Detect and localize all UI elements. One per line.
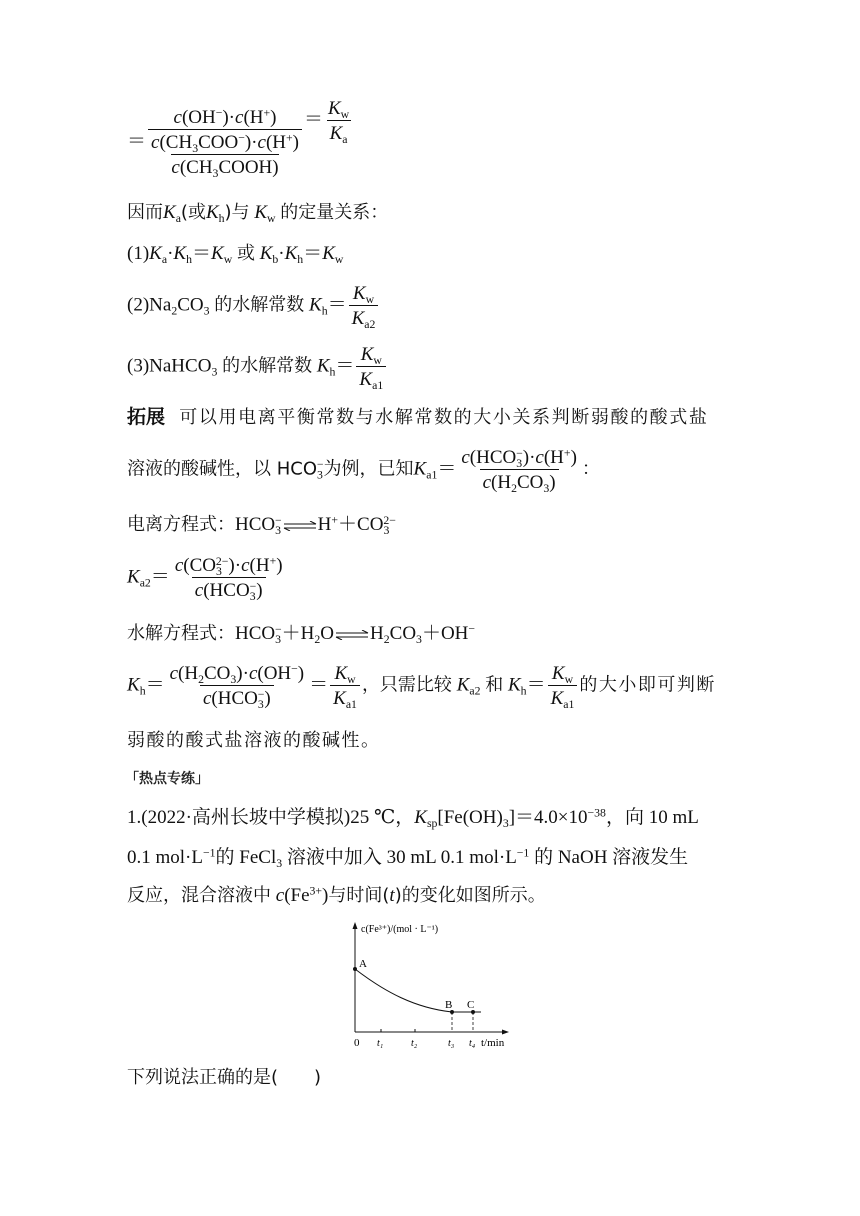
point-a-label: A [359,958,367,970]
x-axis-label: t/min [481,1037,505,1049]
equilibrium-arrow-icon [283,521,317,531]
formula-kh-derivation: ＝ c(OH−)·c(H+) $c(CH_3COO^-)\cdot c(H^+)$ $c(CH_3COOH)$ ＝ $\frac{K_w}{K_a}$ [127,97,350,181]
tick-label-t1: t₁ [377,1038,384,1049]
item-2: $(2)Na_2CO_3$ 的水解常数 $K_h=$ $\frac{K_w}{K_{a2}}$ [127,284,380,328]
tick-label-t3: t₃ [448,1038,455,1049]
origin-label: 0 [354,1037,360,1049]
question-1-line-1: 1.(2022·高州长坡中学模拟)25 ℃，$K_{sp}[Fe(OH)_3]=4.0\times 10^{-38}$，向 10 mL [127,806,699,831]
question-1-line-2: 0.1 $mol\cdot L^{-1}$的 FeCl$_3$ 溶液中加入 30 mL 0.1 $mol\cdot L^{-1}$ 的 NaOH 溶液发生 [127,846,689,871]
big-fraction: c(OH−)·c(H+) $c(CH_3COO^-)\cdot c(H^+)$ $c(CH_3COOH)$ [148,108,302,177]
tuozhan-line: 拓展 可以用电离平衡常数与水解常数的大小关系判断弱酸的酸式盐 [127,406,709,428]
section-tag: 「热点专练」 [125,771,209,787]
tick-label-t4: t₄ [469,1038,476,1049]
hydrolysis-equation: 水解方程式：$HCO_3^-+H_2O$ $H_2CO_3+OH^-$ [127,622,476,647]
tick-label-t2: t₂ [411,1038,418,1049]
item-3: (3)NaHCO$_3$ 的水解常数 $K_h=$ $\frac{K_w}{K_{a1}}$ [127,345,388,389]
conclusion-line: 弱酸的酸式盐溶液的酸碱性。 [127,730,381,751]
fe3-concentration-graph [345,920,520,1052]
y-axis-label: c(Fe³⁺)/(mol · L⁻¹) [361,924,439,935]
ionization-equation: 电离方程式：$HCO_3^-$ $H^++CO_3^{2-}$ [127,513,396,538]
x-axis-arrow-icon [502,1030,509,1035]
equilibrium-arrow-icon [335,630,369,640]
y-axis-arrow-icon [353,922,358,929]
item-1: $(1)K_a\cdot K_h=K_w$ 或 $K_b\cdot K_h=K_w$ [127,243,344,267]
concentration-curve [355,969,481,1012]
point-b-label: B [445,999,453,1011]
ka2-formula: $K_{a2}=$ $\frac{c(CO_3^{2-})\cdot c(H^+)}{c(HCO_3^-)}$ [127,554,283,604]
question-prompt: 下列说法正确的是( ) [127,1067,322,1088]
tuozhan-line-2: 溶液的酸碱性，以 $HCO_3^-$为例，已知$K_{a1}=$ $\frac{c(HCO_3^-)\cdot c(H^+)}{c(H_2CO_3)}$ ： [127,446,600,496]
point-c-label: C [467,999,475,1011]
kh-formula: $K_h=$ $\frac{c(H_2CO_3)\cdot c(OH^-)}{c(HCO_3^-)}$ ＝ $\frac{K_w}{K_{a1}}$ ，只需比较 $K_{a2}$ 和 $K_h=$ $\frac{K_w}{K_{a1}}$ 的大小即可判断 [127,662,716,712]
relation-line: 因而$K_a$(或$K_h$)与 $K_w$ 的定量关系： [127,202,389,226]
question-1-line-3: 反应，混合溶液中 $c(Fe^{3+})$与时间(t)的变化如图所示。 [127,884,546,906]
point-a [353,967,357,971]
tuozhan-label: 拓展 [127,406,166,428]
